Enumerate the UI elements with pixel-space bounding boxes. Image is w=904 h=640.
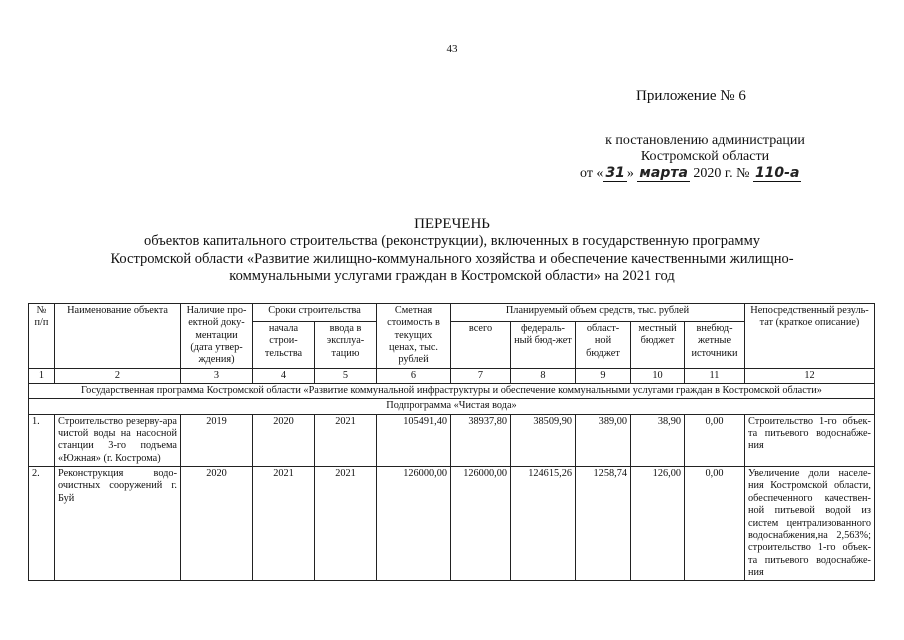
- cell-estimate: 126000,00: [377, 467, 451, 581]
- document-subtitle-line-1: объектов капитального строительства (реконструкции), включенных в государственную программу: [144, 233, 760, 249]
- col-number: 4: [253, 368, 315, 383]
- decree-day-handwritten: 31: [605, 165, 625, 181]
- header-federal: федераль-ный бюд-жет: [511, 321, 576, 368]
- decree-date-prefix: от «: [580, 166, 604, 181]
- header-result: Непосредственный резуль-тат (краткое описание): [745, 304, 875, 369]
- cell-local: 38,90: [631, 414, 685, 466]
- decree-line-1: к постановлению администрации: [605, 133, 805, 148]
- decree-line-2: Костромской области: [640, 149, 770, 164]
- column-number-row: [29, 368, 875, 383]
- appendix-heading: Приложение № 6: [636, 88, 746, 104]
- cell-docs: 2020: [181, 467, 253, 581]
- cell-offbudget: 0,00: [685, 414, 745, 466]
- decree-date-mid: »: [626, 166, 634, 181]
- table-row: [29, 414, 875, 466]
- cell-commission: 2021: [315, 414, 377, 466]
- cell-result: Увеличение доли населе-ния Костромской области, обеспеченного качествен-ной питьевой водой из систем централизованного водоснабжения,на 2,563%; строительство 1-го объек-та питьевого водоснабже-ния: [745, 467, 875, 581]
- page-number: 43: [446, 43, 458, 55]
- header-num: № п/п: [29, 304, 55, 369]
- table-row: [29, 467, 875, 581]
- header-total: всего: [451, 321, 511, 368]
- cell-regional: 1258,74: [576, 467, 631, 581]
- cell-total: 126000,00: [451, 467, 511, 581]
- cell-local: 126,00: [631, 467, 685, 581]
- col-number: 3: [181, 368, 253, 383]
- cell-result: Строительство 1-го объек-та питьевого водоснабже-ния: [745, 414, 875, 466]
- decree-year: 2020 г. №: [693, 166, 750, 181]
- cell-estimate: 105491,40: [377, 414, 451, 466]
- cell-start: 2020: [253, 414, 315, 466]
- header-local: местный бюджет: [631, 321, 685, 368]
- cell-name: Реконструкция водо-очистных сооружений г. Буй: [55, 467, 181, 581]
- decree-month-handwritten: марта: [639, 165, 688, 181]
- subprogram-row: [29, 399, 875, 414]
- header-commission: ввода в эксплуа-тацию: [315, 321, 377, 368]
- cell-total: 38937,80: [451, 414, 511, 466]
- col-number: 2: [55, 368, 181, 383]
- objects-table: [28, 303, 875, 581]
- col-number: 6: [377, 368, 451, 383]
- program-row: [29, 384, 875, 399]
- decree-date-line: [580, 165, 801, 182]
- document-title: ПЕРЕЧЕНЬ: [414, 216, 490, 232]
- cell-docs: 2019: [181, 414, 253, 466]
- cell-num: 1.: [29, 414, 55, 466]
- cell-regional: 389,00: [576, 414, 631, 466]
- col-number: 11: [685, 368, 745, 383]
- header-terms: Сроки строительства: [253, 304, 377, 322]
- col-number: 12: [745, 368, 875, 383]
- col-number: 7: [451, 368, 511, 383]
- subprogram-title: Подпрограмма «Чистая вода»: [29, 399, 875, 414]
- document-subtitle-line-3: коммунальными услугами граждан в Костромской области» на 2021 год: [229, 268, 675, 284]
- cell-offbudget: 0,00: [685, 467, 745, 581]
- header-name: Наименование объекта: [55, 304, 181, 369]
- cell-federal: 124615,26: [511, 467, 576, 581]
- cell-federal: 38509,90: [511, 414, 576, 466]
- header-docs: Наличие про-ектной доку-ментации (дата утвер-ждения): [181, 304, 253, 369]
- header-regional: област-ной бюджет: [576, 321, 631, 368]
- table-header-row-1: [29, 304, 875, 322]
- cell-name: Строительство резерву-ара чистой воды на насосной станции 3-го подъема «Южная» (г. Кострома): [55, 414, 181, 466]
- header-estimate: Сметная стоимость в текущих ценах, тыс. рублей: [377, 304, 451, 369]
- header-start: начала строи-тельства: [253, 321, 315, 368]
- col-number: 1: [29, 368, 55, 383]
- cell-num: 2.: [29, 467, 55, 581]
- col-number: 9: [576, 368, 631, 383]
- program-title: Государственная программа Костромской области «Развитие коммунальной инфраструктуры и обеспечение коммунальными услугами граждан в Костромской области»: [29, 384, 875, 399]
- header-planned: Планируемый объем средств, тыс. рублей: [451, 304, 745, 322]
- cell-start: 2021: [253, 467, 315, 581]
- document-subtitle-line-2: Костромской области «Развитие жилищно-коммунального хозяйства и обеспечение качественными жилищно-: [110, 251, 794, 267]
- col-number: 10: [631, 368, 685, 383]
- cell-commission: 2021: [315, 467, 377, 581]
- header-offbudget: внебюд-жетные источники: [685, 321, 745, 368]
- col-number: 5: [315, 368, 377, 383]
- col-number: 8: [511, 368, 576, 383]
- decree-number-handwritten: 110-а: [754, 165, 800, 181]
